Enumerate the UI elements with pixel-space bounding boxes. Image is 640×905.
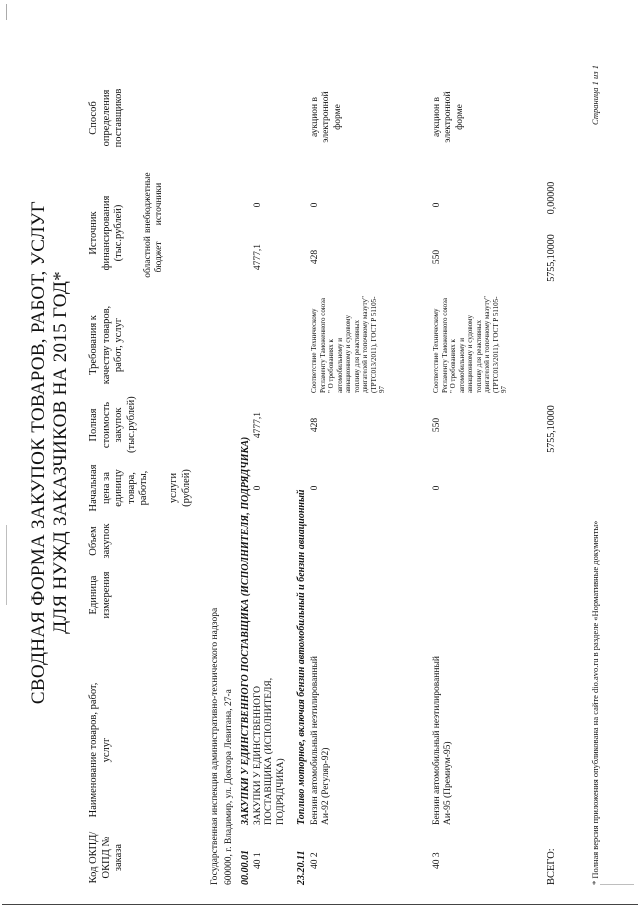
document-title: [28, 0, 72, 905]
totals-label: ВСЕГО:: [546, 848, 557, 885]
row-40-2-price: 0: [310, 485, 320, 491]
row-40-1-total: 4777,1: [253, 411, 263, 439]
row-40-1-offbudget: 0: [253, 202, 263, 208]
row-40-2-requirements: Соответствие Техническому Регламенту Таможенного союза " О требованиях к автомобильному и авиационному и судовому топливу для реактивных двигателей и топочному мазуту" (ТРТС013/2011), ГОСТ Р 51105-97: [310, 296, 387, 393]
totals-offbudget: 0,00000: [546, 181, 557, 215]
row-40-2-offbudget: 0: [310, 202, 320, 208]
scan-mark-top-right: [6, 4, 7, 20]
totals-regional: 5755,10000: [546, 234, 557, 282]
row-40-2-name: Бензин автомобильный неэтилированный Аи-92 (Регуляр-92): [310, 656, 332, 825]
totals-total: 5755,10000: [546, 405, 557, 453]
title-line-2: ДЛЯ НУЖД ЗАКАЗЧИКОВ НА 2015 ГОД*: [50, 271, 71, 634]
row-40-3-total: 550: [432, 417, 442, 433]
row-40-3-regional: 550: [432, 249, 442, 265]
row-40-3-price: 0: [432, 485, 442, 491]
page-number: Страница 1 из 1: [590, 65, 600, 125]
row-40-2-total: 428: [310, 417, 320, 433]
row-40-1-name: ЗАКУПКИ У ЕДИНСТВЕННОГО ПОСТАВЩИКА (ИСПОЛНИТЕЛЯ, ПОДРЯДЧИКА): [253, 677, 286, 825]
header-total: Полная стоимость закупок (тыс.рублей): [88, 396, 137, 453]
section-1-code: 00.00.01: [240, 850, 251, 885]
header-price: Начальная цена за единицу товара, работы,: [88, 464, 150, 512]
header-funding: Источник финансирования (тыс.рублей): [88, 195, 125, 271]
row-40-3-method: аукцион в электронной форме: [432, 91, 465, 143]
row-40-3-requirements: Соответствие Техническому Регламенту Таможенного союза " О требованиях к автомобильному и авиационному и судовому топливу для реактивных двигателей и топочному мазуту" (ТРТС013/2011), ГОСТ Р 51105-97: [432, 296, 509, 393]
scan-mark-bottom-left: [600, 884, 634, 885]
row-40-2-method: аукцион в электронной форме: [310, 91, 343, 143]
row-40-1-number: 40 1: [253, 852, 263, 869]
header-funding-offbudget: внебюджетные источники: [143, 172, 165, 233]
row-40-1-price: 0: [253, 485, 263, 491]
section-2-title: Топливо моторное, включая бензин автомобильный и бензин авиационный: [296, 489, 307, 825]
section-1-title: ЗАКУПКИ У ЕДИНСТВЕННОГО ПОСТАВЩИКА (ИСПОЛНИТЕЛЯ, ПОДРЯДЧИКА): [240, 436, 251, 825]
row-40-3-name: Бензин автомобильный неэтилированный Аи-95 (Премиум-95): [432, 656, 454, 825]
header-funding-regional: областной бюджет: [143, 236, 165, 278]
row-40-2-regional: 428: [310, 249, 320, 265]
footnote: * Полная версия приложения опубликована на сайте dio.avo.ru в разделе «Нормативные документы»: [590, 520, 600, 885]
row-40-3-offbudget: 0: [432, 202, 442, 208]
header-volume: Объем закупок: [88, 523, 112, 559]
header-unit: Единица измерения: [88, 571, 112, 619]
title-line-1: СВОДНАЯ ФОРМА ЗАКУПОК ТОВАРОВ, РАБОТ, УСЛУГ: [28, 200, 49, 705]
customer-name: Государственная инспекция административно-технического надзора: [210, 607, 220, 885]
row-40-1-regional: 4777,1: [253, 243, 263, 271]
header-name: Наименование товаров, работ, услуг: [88, 682, 112, 818]
header-requirements: Требования к качеству товаров, работ, услуг: [88, 305, 125, 385]
header-price-sub: услуги (рублей): [168, 469, 192, 507]
customer-address: 600000, г. Владимир, ул. Доктора Левитана, 27-а: [224, 689, 234, 885]
row-40-3-number: 40 3: [432, 852, 442, 869]
header-code: Код ОКПД/ ОКПД № заказа: [88, 831, 125, 884]
header-method: Способ определения поставщиков: [88, 88, 125, 148]
scan-mark-top: [6, 525, 7, 605]
section-2-code: 23.20.11: [296, 850, 307, 885]
row-40-2-number: 40 2: [310, 852, 320, 869]
